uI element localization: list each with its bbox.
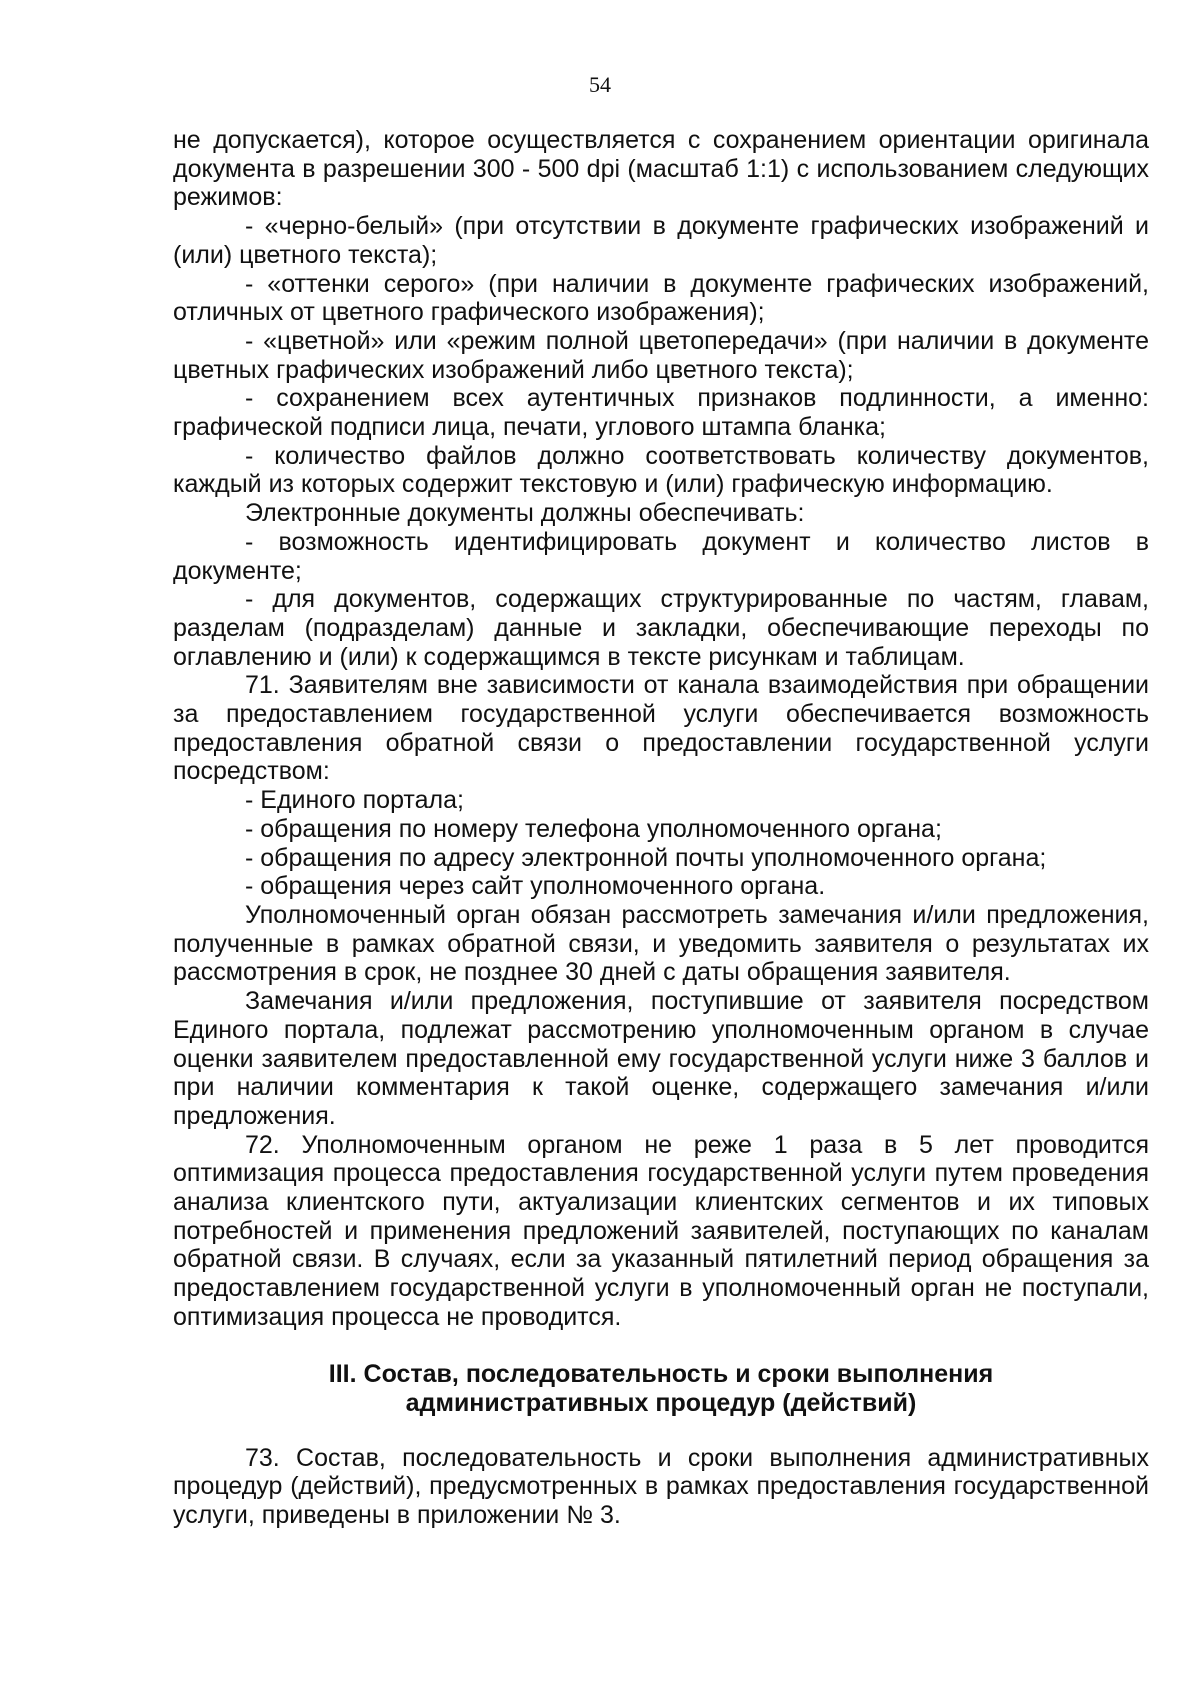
section-heading-line-2: административных процедур (действий): [405, 1388, 917, 1417]
paragraph-72-optimization: 72. Уполномоченным органом не реже 1 раза в 5 лет проводится оптимизация процесса предоставления государственной услуги путем проведения анализа клиентского пути, актуализации клиентских сегментов и их типовых потребностей и применения предложений заявителей, поступающих по каналам обратной связи. В случаях, если за указанный пятилетний период обращения за предоставлением государственной услуги в уполномоченный орган не поступали, оптимизация процесса не проводится.: [173, 1130, 1149, 1331]
list-item-unified-portal: - Единого портала;: [245, 786, 464, 815]
document-body: [173, 126, 1149, 1530]
list-item-color: - «цветной» или «режим полной цветопередачи» (при наличии в документе цветных графических изображений либо цветного текста);: [173, 326, 1149, 384]
paragraph-authority-obligation: Уполномоченный орган обязан рассмотреть замечания и/или предложения, полученные в рамках обратной связи, и уведомить заявителя о результатах их рассмотрения в срок, не позднее 30 дней с даты обращения заявителя.: [173, 900, 1149, 987]
section-heading-line-1: III. Состав, последовательность и сроки выполнения: [328, 1359, 994, 1388]
list-item-file-count: - количество файлов должно соответствовать количеству документов, каждый из которых содержит текстовую и (или) графическую информацию.: [173, 441, 1149, 499]
list-item-email: - обращения по адресу электронной почты уполномоченного органа;: [245, 843, 1047, 872]
list-item-grayscale: - «оттенки серого» (при наличии в документе графических изображений, отличных от цветного графического изображения);: [173, 269, 1149, 327]
paragraph-73-procedures: 73. Состав, последовательность и сроки выполнения административных процедур (действий), предусмотренных в рамках предоставления государственной услуги, приведены в приложении № 3.: [173, 1443, 1149, 1529]
list-item-identify-document: - возможность идентифицировать документ и количество листов в документе;: [173, 527, 1149, 585]
list-item-structured-documents: - для документов, содержащих структурированные по частям, главам, разделам (подразделам) данные и закладки, обеспечивающие переходы по оглавлению и (или) к содержащимся в тексте рисункам и таблицам.: [173, 585, 1149, 671]
list-item-phone: - обращения по номеру телефона уполномоченного органа;: [245, 814, 942, 843]
paragraph-scan-requirements: не допускается), которое осуществляется с сохранением ориентации оригинала документа в разрешении 300 - 500 dpi (масштаб 1:1) с использованием следующих режимов:: [173, 126, 1149, 212]
list-item-authenticity: - сохранением всех аутентичных признаков подлинности, а именно: графической подписи лица, печати, углового штампа бланка;: [173, 384, 1149, 442]
list-item-black-white: - «черно-белый» (при отсутствии в документе графических изображений и (или) цветного текста);: [173, 212, 1149, 269]
list-item-website: - обращения через сайт уполномоченного органа.: [245, 872, 826, 901]
paragraph-portal-remarks: Замечания и/или предложения, поступившие от заявителя посредством Единого портала, подлежат рассмотрению уполномоченным органом в случае оценки заявителем предоставленной ему государственной услуги ниже 3 баллов и при наличии комментария к такой оценке, содержащего замечания и/или предложения.: [173, 987, 1149, 1130]
paragraph-71-feedback: 71. Заявителям вне зависимости от канала взаимодействия при обращении за предоставлением государственной услуги обеспечивается возможность предоставления обратной связи о предоставлении государственной услуги посредством:: [173, 671, 1149, 786]
section-heading: [173, 1360, 1149, 1418]
page-number: 54: [589, 72, 611, 97]
paragraph-electronic-documents: Электронные документы должны обеспечивать:: [245, 499, 805, 528]
